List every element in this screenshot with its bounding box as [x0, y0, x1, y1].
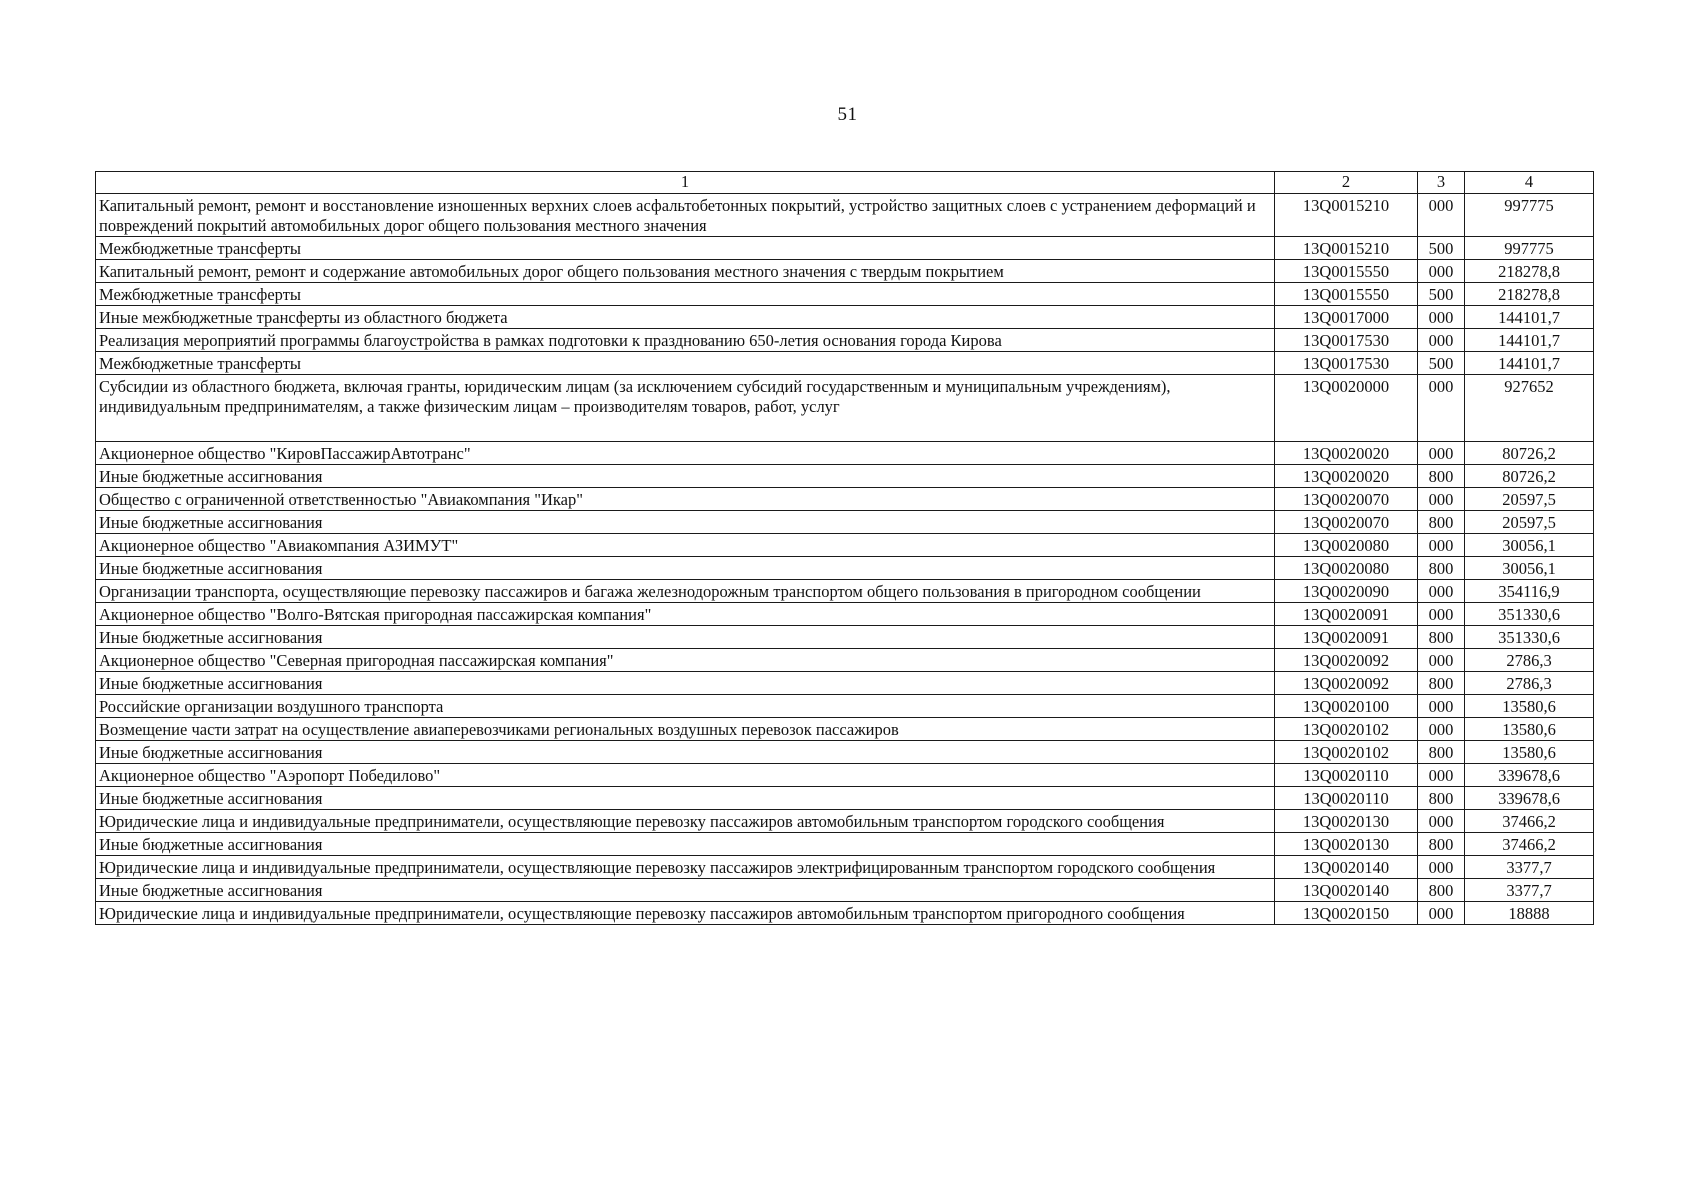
table-row [96, 879, 1594, 902]
row-amount-cell: 144101,7 [1465, 329, 1594, 352]
table-row [96, 833, 1594, 856]
row-code-cell: 13Q0020091 [1275, 626, 1418, 649]
row-name-cell: Иные бюджетные ассигнования [96, 672, 1275, 695]
row-name-cell: Межбюджетные трансферты [96, 237, 1275, 260]
row-type-cell: 800 [1418, 465, 1465, 488]
table-row [96, 695, 1594, 718]
table-row [96, 260, 1594, 283]
table-row [96, 787, 1594, 810]
row-amount-cell: 354116,9 [1465, 580, 1594, 603]
row-code-cell: 13Q0015210 [1275, 194, 1418, 237]
row-code-cell: 13Q0020070 [1275, 511, 1418, 534]
table-row [96, 442, 1594, 465]
row-type-cell: 500 [1418, 352, 1465, 375]
row-type-cell: 800 [1418, 557, 1465, 580]
row-name-cell: Организации транспорта, осуществляющие перевозку пассажиров и багажа железнодорожным транспортом общего пользования в пригородном сообщении [96, 580, 1275, 603]
table-body [96, 194, 1594, 925]
row-name-cell: Иные бюджетные ассигнования [96, 741, 1275, 764]
row-amount-cell: 2786,3 [1465, 672, 1594, 695]
table-row [96, 718, 1594, 741]
row-type-cell: 800 [1418, 787, 1465, 810]
row-type-cell: 000 [1418, 260, 1465, 283]
row-type-cell: 800 [1418, 741, 1465, 764]
table-row [96, 465, 1594, 488]
row-amount-cell: 351330,6 [1465, 603, 1594, 626]
row-name-cell: Акционерное общество "Волго-Вятская пригородная пассажирская компания" [96, 603, 1275, 626]
row-amount-cell: 30056,1 [1465, 557, 1594, 580]
row-type-cell: 000 [1418, 534, 1465, 557]
row-amount-cell: 339678,6 [1465, 787, 1594, 810]
row-amount-cell: 144101,7 [1465, 306, 1594, 329]
table-row [96, 626, 1594, 649]
row-name-cell: Капитальный ремонт, ремонт и восстановление изношенных верхних слоев асфальтобетонных покрытий, устройство защитных слоев с устранением деформаций и повреждений покрытий автомобильных дорог общего пользования местного значения [96, 194, 1275, 237]
row-amount-cell: 80726,2 [1465, 442, 1594, 465]
row-type-cell: 000 [1418, 194, 1465, 237]
row-type-cell: 800 [1418, 879, 1465, 902]
row-amount-cell: 18888 [1465, 902, 1594, 925]
row-type-cell: 800 [1418, 511, 1465, 534]
table-row [96, 764, 1594, 787]
row-amount-cell: 37466,2 [1465, 810, 1594, 833]
row-code-cell: 13Q0020100 [1275, 695, 1418, 718]
row-code-cell: 13Q0020130 [1275, 833, 1418, 856]
table-row [96, 810, 1594, 833]
row-code-cell: 13Q0020102 [1275, 718, 1418, 741]
table-row [96, 580, 1594, 603]
column-header-code: 2 [1275, 172, 1418, 194]
row-code-cell: 13Q0017530 [1275, 352, 1418, 375]
row-name-cell: Российские организации воздушного транспорта [96, 695, 1275, 718]
row-amount-cell: 20597,5 [1465, 488, 1594, 511]
row-code-cell: 13Q0020080 [1275, 534, 1418, 557]
row-type-cell: 000 [1418, 442, 1465, 465]
row-amount-cell: 2786,3 [1465, 649, 1594, 672]
row-name-cell: Иные бюджетные ассигнования [96, 511, 1275, 534]
table-row [96, 649, 1594, 672]
row-type-cell: 000 [1418, 718, 1465, 741]
row-code-cell: 13Q0020000 [1275, 375, 1418, 442]
row-type-cell: 000 [1418, 810, 1465, 833]
row-type-cell: 500 [1418, 237, 1465, 260]
row-type-cell: 000 [1418, 856, 1465, 879]
row-name-cell: Иные бюджетные ассигнования [96, 833, 1275, 856]
table-row [96, 511, 1594, 534]
table-row [96, 902, 1594, 925]
table-row [96, 741, 1594, 764]
row-code-cell: 13Q0015550 [1275, 260, 1418, 283]
table-row [96, 603, 1594, 626]
row-code-cell: 13Q0015550 [1275, 283, 1418, 306]
table-row [96, 283, 1594, 306]
row-code-cell: 13Q0015210 [1275, 237, 1418, 260]
row-code-cell: 13Q0020150 [1275, 902, 1418, 925]
row-name-cell: Межбюджетные трансферты [96, 352, 1275, 375]
row-name-cell: Возмещение части затрат на осуществление авиаперевозчиками региональных воздушных перевозок пассажиров [96, 718, 1275, 741]
row-type-cell: 500 [1418, 283, 1465, 306]
row-code-cell: 13Q0020091 [1275, 603, 1418, 626]
table-row [96, 352, 1594, 375]
table-row [96, 194, 1594, 237]
row-type-cell: 800 [1418, 833, 1465, 856]
row-name-cell: Капитальный ремонт, ремонт и содержание автомобильных дорог общего пользования местного значения с твердым покрытием [96, 260, 1275, 283]
row-amount-cell: 20597,5 [1465, 511, 1594, 534]
table-row [96, 329, 1594, 352]
row-type-cell: 000 [1418, 902, 1465, 925]
row-code-cell: 13Q0020110 [1275, 787, 1418, 810]
row-name-cell: Иные межбюджетные трансферты из областного бюджета [96, 306, 1275, 329]
row-name-cell: Иные бюджетные ассигнования [96, 557, 1275, 580]
row-name-cell: Юридические лица и индивидуальные предприниматели, осуществляющие перевозку пассажиров электрифицированным транспортом городского сообщения [96, 856, 1275, 879]
row-type-cell: 800 [1418, 626, 1465, 649]
row-code-cell: 13Q0020140 [1275, 879, 1418, 902]
row-type-cell: 000 [1418, 306, 1465, 329]
row-amount-cell: 927652 [1465, 375, 1594, 442]
row-code-cell: 13Q0020090 [1275, 580, 1418, 603]
row-amount-cell: 997775 [1465, 194, 1594, 237]
budget-table [95, 171, 1594, 925]
table-row [96, 375, 1594, 442]
row-type-cell: 000 [1418, 649, 1465, 672]
row-type-cell: 000 [1418, 580, 1465, 603]
row-amount-cell: 13580,6 [1465, 718, 1594, 741]
table-row [96, 557, 1594, 580]
column-header-name: 1 [96, 172, 1275, 194]
row-name-cell: Акционерное общество "Аэропорт Победилово" [96, 764, 1275, 787]
row-name-cell: Иные бюджетные ассигнования [96, 626, 1275, 649]
row-code-cell: 13Q0020092 [1275, 649, 1418, 672]
table-row [96, 672, 1594, 695]
row-amount-cell: 3377,7 [1465, 856, 1594, 879]
row-type-cell: 000 [1418, 695, 1465, 718]
row-code-cell: 13Q0020080 [1275, 557, 1418, 580]
row-type-cell: 000 [1418, 488, 1465, 511]
row-amount-cell: 13580,6 [1465, 695, 1594, 718]
row-code-cell: 13Q0020020 [1275, 465, 1418, 488]
row-code-cell: 13Q0020070 [1275, 488, 1418, 511]
column-header-type: 3 [1418, 172, 1465, 194]
row-name-cell: Реализация мероприятий программы благоустройства в рамках подготовки к празднованию 650-летия основания города Кирова [96, 329, 1275, 352]
row-amount-cell: 13580,6 [1465, 741, 1594, 764]
row-amount-cell: 3377,7 [1465, 879, 1594, 902]
row-amount-cell: 144101,7 [1465, 352, 1594, 375]
row-name-cell: Иные бюджетные ассигнования [96, 787, 1275, 810]
row-name-cell: Акционерное общество "Северная пригородная пассажирская компания" [96, 649, 1275, 672]
row-type-cell: 000 [1418, 375, 1465, 442]
table-row [96, 237, 1594, 260]
table-row [96, 534, 1594, 557]
row-name-cell: Акционерное общество "Авиакомпания АЗИМУТ" [96, 534, 1275, 557]
row-name-cell: Субсидии из областного бюджета, включая гранты, юридическим лицам (за исключением субсидий государственным и муниципальным учреждениям), индивидуальным предпринимателям, а также физическим лицам – производителям товаров, работ, услуг [96, 375, 1275, 442]
column-header-amount: 4 [1465, 172, 1594, 194]
row-amount-cell: 37466,2 [1465, 833, 1594, 856]
page-number: 51 [837, 104, 858, 125]
row-amount-cell: 218278,8 [1465, 283, 1594, 306]
row-code-cell: 13Q0020110 [1275, 764, 1418, 787]
row-type-cell: 000 [1418, 329, 1465, 352]
row-amount-cell: 339678,6 [1465, 764, 1594, 787]
row-amount-cell: 30056,1 [1465, 534, 1594, 557]
row-code-cell: 13Q0020102 [1275, 741, 1418, 764]
row-name-cell: Юридические лица и индивидуальные предприниматели, осуществляющие перевозку пассажиров автомобильным транспортом городского сообщения [96, 810, 1275, 833]
row-name-cell: Общество с ограниченной ответственностью "Авиакомпания "Икар" [96, 488, 1275, 511]
row-code-cell: 13Q0017530 [1275, 329, 1418, 352]
table-row [96, 488, 1594, 511]
row-name-cell: Юридические лица и индивидуальные предприниматели, осуществляющие перевозку пассажиров автомобильным транспортом пригородного сообщения [96, 902, 1275, 925]
table-row [96, 306, 1594, 329]
row-name-cell: Иные бюджетные ассигнования [96, 879, 1275, 902]
row-code-cell: 13Q0020140 [1275, 856, 1418, 879]
row-amount-cell: 218278,8 [1465, 260, 1594, 283]
row-type-cell: 000 [1418, 764, 1465, 787]
row-code-cell: 13Q0020092 [1275, 672, 1418, 695]
row-type-cell: 800 [1418, 672, 1465, 695]
row-name-cell: Межбюджетные трансферты [96, 283, 1275, 306]
row-name-cell: Иные бюджетные ассигнования [96, 465, 1275, 488]
row-code-cell: 13Q0017000 [1275, 306, 1418, 329]
table-header-row [96, 172, 1594, 194]
row-amount-cell: 80726,2 [1465, 465, 1594, 488]
row-code-cell: 13Q0020130 [1275, 810, 1418, 833]
row-type-cell: 000 [1418, 603, 1465, 626]
table-row [96, 856, 1594, 879]
row-code-cell: 13Q0020020 [1275, 442, 1418, 465]
row-name-cell: Акционерное общество "КировПассажирАвтотранс" [96, 442, 1275, 465]
row-amount-cell: 351330,6 [1465, 626, 1594, 649]
row-amount-cell: 997775 [1465, 237, 1594, 260]
